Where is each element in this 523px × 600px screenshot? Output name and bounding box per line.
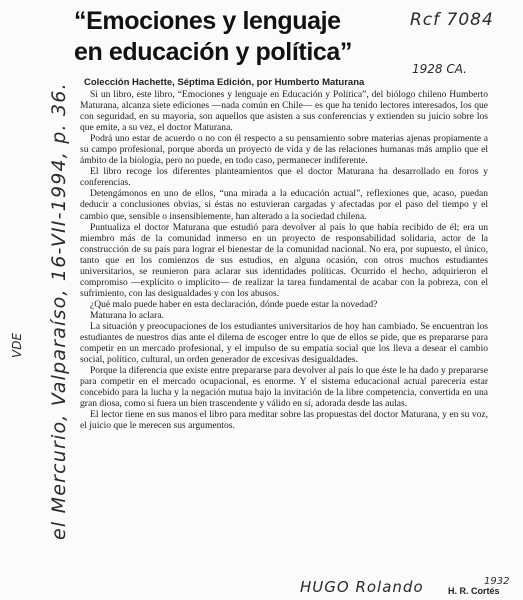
- paragraph: ¿Qué malo puede haber en esta declaración, dónde puede estar la novedad?: [90, 298, 378, 310]
- paragraph: El libro recoge los diferentes planteamientos que el doctor Maturana ha desarrollado en foros y conferencias.: [80, 166, 488, 189]
- headline-line-1: “Emociones y lenguaje: [74, 7, 341, 35]
- paragraph: Detengámonos en uno de ellos, “una mirada a la educación actual”, reflexiones que, acaso, puedan deducir a conclusiones obvias, si éstas no estuvieran cargadas y afectadas por el paso del tiempo y el cambio que, sensible o insensiblemente, han alterado a la sociedad chilena.: [80, 188, 488, 222]
- article-body: [80, 89, 488, 431]
- paragraph: Porque la diferencia que existe entre prepararse para devolver al país lo que éste le ha dado y prepararse para competir en el mercado ocupacional, es enorme. Y el sistema educacional actual parecería estar concebido para la lucha y la negación mutua bajo la invitación de la libre competencia, convertida en una gran diosa, como si fuera un bien trascendente y válido en sí, adorada desde las aulas.: [80, 365, 488, 410]
- handwritten-source-note: el Mercurio, Valparaíso, 16-VII-1994, p. 36.: [48, 82, 70, 540]
- headline-line-2: en educación y política”: [74, 38, 352, 66]
- handwritten-catalog-code: Rcf 7084: [410, 10, 494, 30]
- paragraph: Maturana lo aclara.: [90, 309, 164, 321]
- article-byline: Colección Hachette, Séptima Edición, por Humberto Maturana: [84, 77, 365, 88]
- paragraph: El lector tiene en sus manos el libro para meditar sobre las propuestas del doctor Maturana, y en su voz, el juicio que le merecen sus argumentos.: [80, 409, 488, 432]
- article-headline: [74, 6, 404, 68]
- handwritten-number: 1932: [484, 576, 510, 587]
- handwritten-author-note: HUGO Rolando: [300, 578, 424, 596]
- handwritten-vde-mark: VDE: [10, 332, 24, 358]
- paragraph: Podrá uno estar de acuerdo o no con él respecto a su pensamiento sobre materias ajenas propiamente a su campo profesional, porque aborda un proyecto de vida y de las relaciones humanas más amplio que el ámbito de la biología, pero no puede, en todo caso, permanecer indiferente.: [80, 133, 488, 167]
- paragraph: Si un libro, este libro, “Emociones y lenguaje en Educación y Política”, del biólogo chileno Humberto Maturana, alcanza siete ediciones —nada común en Chile— es que ha tenido lectores interesados, los que con seguridad, en su mayoría, son aquellos que asisten a sus conferencias y extienden su juicio sobre los que emite, a su vez, el doctor Maturana.: [80, 89, 488, 134]
- paragraph: La situación y preocupaciones de los estudiantes universitarios de hoy han cambiado. Se encuentran los estudiantes de nuestros días ante el dilema de escoger entre lo que de ellos se pide, que es prepararse para competir en un mercado profesional, y el impulso de su empatía social que los lleva a desear el cambio social, político, cultural, un orden generador de excesivas desigualdades.: [80, 320, 488, 366]
- handwritten-year-note: 1928 CA.: [412, 62, 467, 76]
- article-signature: H. R. Cortés: [448, 586, 500, 596]
- paragraph: Puntualiza el doctor Maturana que estudió para devolver al país lo que había recibido de él; era un miembro más de la comunidad inmerso en un proyecto de responsabilidad solidaria, actor de la construcción de su país para lograr el bienestar de la comunidad nacional. No era, por supuesto, el único, tanto que en los comienzos de sus estudios, en alguna ocasión, con otros muchos estudiantes universitarios, se reunieron para aclarar sus identidades políticas. Ocurrido el hecho, adquirieron el compromiso —explícito o implícito— de realizar la tarea fundamental de acabar con la pobreza, con el sufrimiento, con las desigualdades y con los abusos.: [80, 221, 488, 299]
